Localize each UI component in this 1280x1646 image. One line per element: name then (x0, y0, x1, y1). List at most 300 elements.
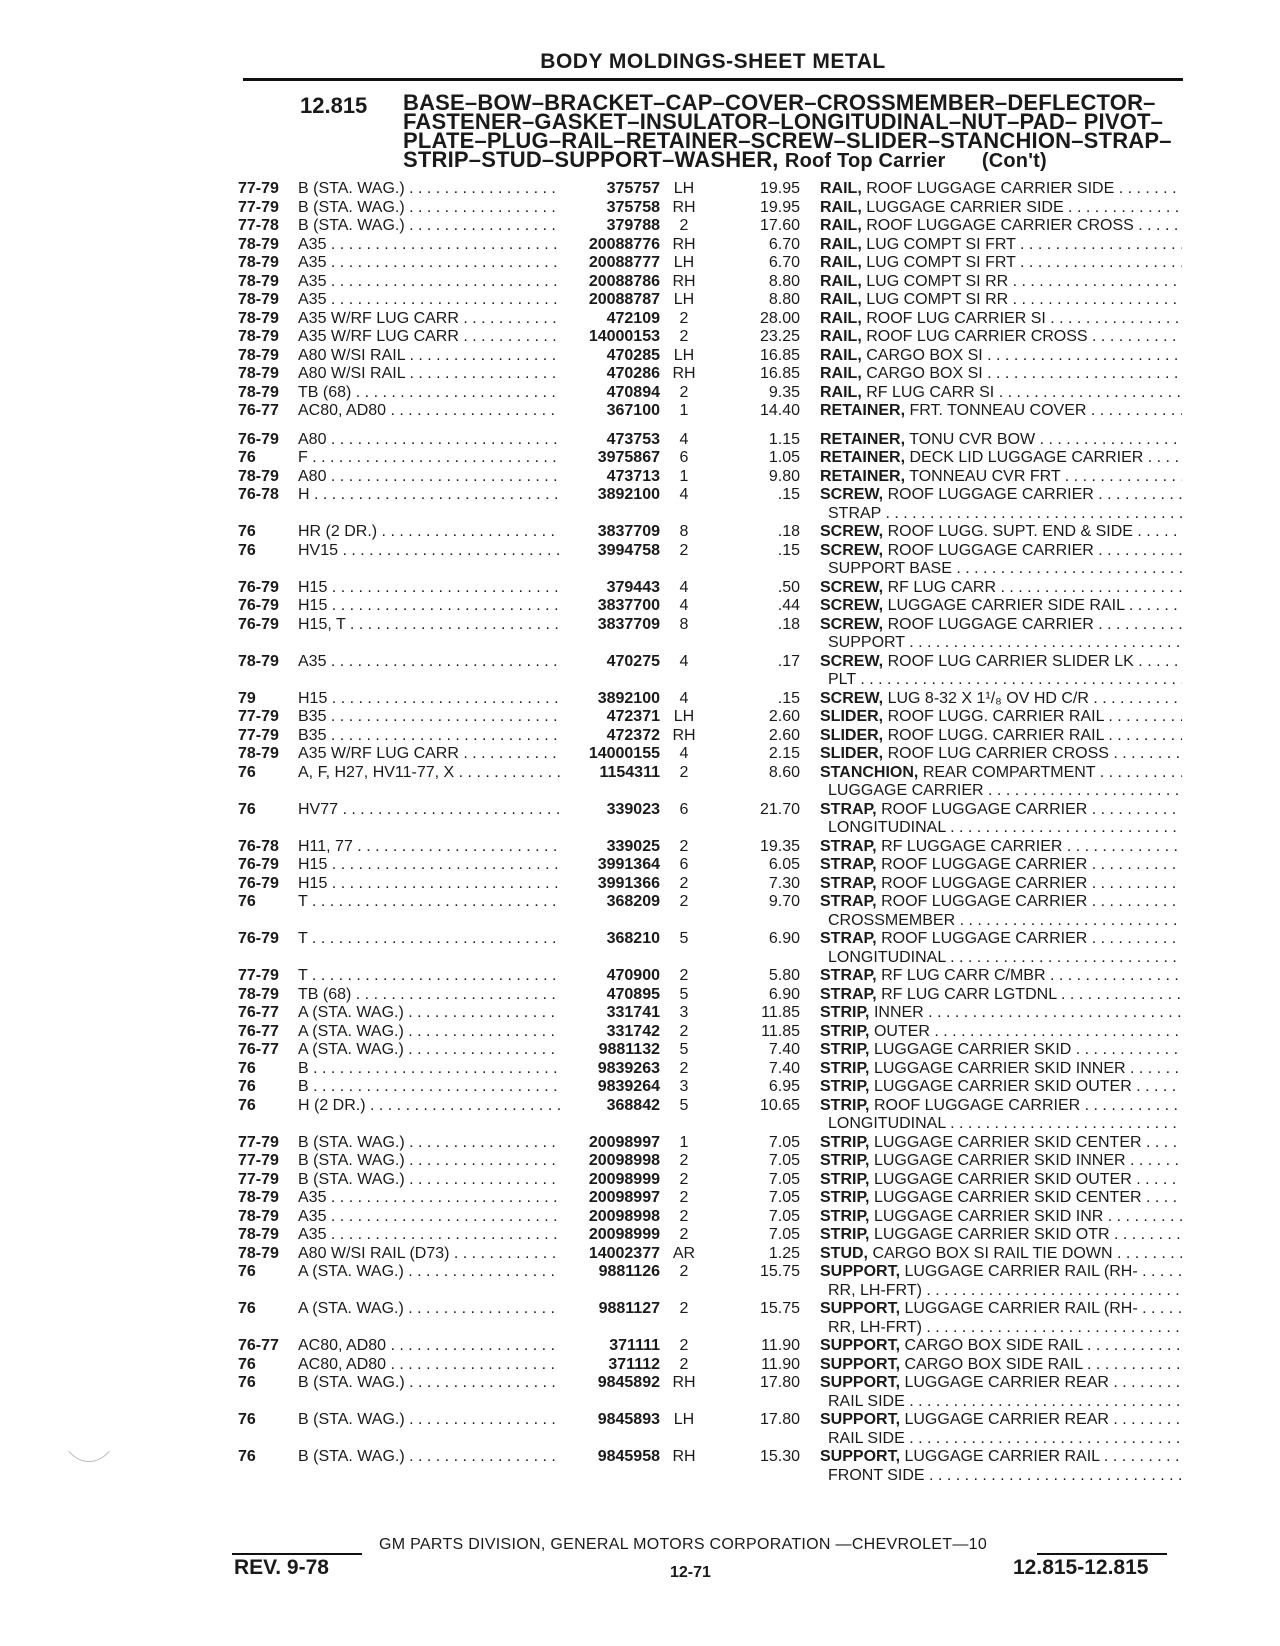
description-text: LUGGAGE CARRIER SKID INNER (873, 1152, 1126, 1169)
part-number: 472109 (606, 309, 660, 327)
part-description (820, 254, 1182, 273)
part-qty: LH (673, 291, 695, 308)
description-text: REAR COMPARTMENT (922, 763, 1096, 781)
part-description (820, 1097, 1182, 1134)
part-model: A35 . . . (298, 1226, 560, 1245)
part-years: 78-79 (238, 254, 279, 271)
part-years: 76 (238, 1448, 256, 1465)
part-price: 11.85 (761, 1004, 800, 1021)
part-description (820, 310, 1182, 329)
part-number: 371111 (609, 1337, 660, 1354)
part-years: 76-79 (238, 615, 279, 633)
description-text: LUGGAGE CARRIER REAR (904, 1411, 1109, 1428)
part-model: A35 W/RF LUG CARR . . . (298, 745, 560, 764)
part-price: .18 (777, 615, 800, 633)
part-qty: 4 (679, 597, 689, 614)
part-years: 78-79 (238, 291, 279, 308)
part-number: 9881132 (598, 1041, 660, 1058)
part-description (820, 1448, 1182, 1485)
description-line (820, 690, 1182, 709)
part-name: SLIDER, (820, 708, 884, 725)
description-text: STRAP (828, 504, 882, 522)
description-text: OUTER (873, 1022, 930, 1040)
description-line (820, 1041, 1182, 1060)
part-description (820, 1356, 1182, 1375)
part-description (820, 217, 1182, 236)
part-description (820, 468, 1182, 487)
part-years: 76 (238, 1078, 256, 1095)
part-description (820, 365, 1182, 384)
part-years: 76 (238, 1059, 256, 1077)
part-years: 76 (238, 1374, 256, 1391)
part-name: SCREW, (820, 486, 884, 503)
part-years: 76-77 (238, 1022, 279, 1040)
part-qty: 2 (679, 874, 689, 892)
description-line (820, 801, 1182, 820)
part-name: RAIL, (820, 291, 862, 308)
part-model: B (STA. WAG.) . . . (298, 1152, 560, 1171)
part-years: 76 (238, 449, 256, 466)
part-description (820, 708, 1182, 727)
part-model: B . . . (298, 1078, 560, 1097)
part-model: A35 W/RF LUG CARR . . . (298, 310, 560, 329)
part-price: 15.30 (759, 1448, 800, 1465)
part-number: 472371 (606, 708, 660, 725)
part-model: AC80, AD80 . . . (298, 402, 560, 421)
part-description (820, 1226, 1182, 1245)
part-qty: 2 (679, 309, 689, 327)
part-qty: 2 (679, 1170, 689, 1188)
section-title-last: STRIP–STUD–SUPPORT–WASHER, (403, 147, 779, 172)
part-number: 20088786 (588, 272, 660, 290)
part-years: 76 (238, 1096, 256, 1114)
description-line (820, 819, 1182, 838)
part-description (820, 1134, 1182, 1153)
part-qty: LH (673, 1411, 695, 1428)
part-years: 76-77 (238, 1041, 279, 1058)
part-number: 3991364 (597, 856, 660, 873)
part-name: STRIP, (820, 1170, 870, 1188)
part-model: A35 . . . (298, 291, 560, 310)
description-line (820, 310, 1182, 329)
description-line (820, 291, 1182, 310)
part-price: 1.15 (768, 430, 800, 448)
part-qty: 5 (679, 930, 689, 947)
part-number: 379443 (606, 578, 660, 596)
part-years: 77-79 (238, 180, 279, 197)
part-description (820, 856, 1182, 875)
part-name: STRIP, (820, 1059, 870, 1077)
part-qty: 4 (679, 430, 689, 448)
part-number: 473753 (606, 430, 660, 448)
description-line (820, 1208, 1182, 1227)
description-text: LUGGAGE CARRIER RAIL (904, 1448, 1100, 1465)
description-line (820, 782, 1182, 801)
part-qty: 2 (679, 893, 689, 910)
description-line (820, 930, 1182, 949)
part-qty: 4 (679, 578, 689, 596)
part-qty: 2 (679, 967, 689, 984)
description-line (820, 449, 1182, 468)
part-price: 1.25 (768, 1244, 800, 1262)
description-text: LUGGAGE CARRIER SKID OUTER (873, 1170, 1132, 1188)
part-model: B35 . . . (298, 708, 560, 727)
part-qty: 1 (679, 1133, 689, 1151)
part-description (820, 328, 1182, 347)
description-text: ROOF LUGG. CARRIER RAIL (887, 726, 1104, 744)
part-name: STUD, (820, 1244, 868, 1262)
part-name: SCREW, (820, 652, 884, 670)
part-price: .15 (777, 541, 800, 559)
part-qty: 8 (679, 615, 689, 633)
part-model: B (STA. WAG.) . . . (298, 1448, 560, 1467)
description-text: LUGGAGE CARRIER SKID INNER (873, 1059, 1126, 1077)
part-years: 76-78 (238, 837, 279, 855)
part-price: 9.80 (768, 467, 800, 485)
part-name: STRIP, (820, 1004, 870, 1021)
part-model: A35 . . . (298, 653, 560, 672)
description-line (820, 236, 1182, 255)
part-name: STRAP, (820, 874, 877, 892)
part-price: 6.70 (768, 235, 800, 253)
description-text: TONNEAU CVR FRT (909, 467, 1061, 485)
part-qty: 2 (679, 1152, 689, 1169)
description-text: ROOF LUGGAGE CARRIER (881, 856, 1088, 873)
description-text: LUGGAGE CARRIER REAR (904, 1374, 1109, 1391)
part-price: 2.60 (768, 708, 800, 725)
part-years: 78-79 (238, 745, 279, 762)
part-price: .15 (777, 486, 800, 503)
part-qty: 2 (679, 837, 689, 855)
description-line (820, 838, 1182, 857)
part-model: B35 . . . (298, 727, 560, 746)
part-description (820, 523, 1182, 542)
part-years: 76 (238, 1263, 256, 1280)
description-text: LUGGAGE CARRIER SKID (873, 1041, 1072, 1058)
part-model: A35 . . . (298, 1208, 560, 1227)
part-years: 76 (238, 800, 256, 818)
part-description (820, 875, 1182, 894)
part-model: H15 . . . (298, 690, 560, 709)
description-line (820, 365, 1182, 384)
part-name: RAIL, (820, 254, 862, 271)
part-price: 8.80 (768, 272, 800, 290)
description-line (820, 727, 1182, 746)
description-text: SUPPORT (828, 634, 905, 651)
part-description (820, 597, 1182, 616)
description-text: LUGGAGE CARRIER SKID OTR (873, 1226, 1110, 1243)
part-model: B (STA. WAG.) . . . (298, 1171, 560, 1190)
description-line (820, 671, 1182, 690)
part-years: 78-79 (238, 1207, 279, 1225)
page-number: 12-71 (670, 1564, 711, 1581)
part-name: RETAINER, (820, 467, 906, 485)
part-number: 20098999 (588, 1170, 660, 1188)
part-price: 6.90 (768, 930, 800, 947)
description-text: ROOF LUGG. SUPT. END & SIDE (887, 523, 1133, 540)
part-model: H15 . . . (298, 579, 560, 598)
part-qty: LH (673, 180, 695, 197)
part-model: HR (2 DR.) . . . (298, 523, 560, 542)
description-text: LONGITUDINAL (828, 819, 946, 836)
part-price: 7.05 (768, 1226, 800, 1243)
part-name: SCREW, (820, 541, 884, 559)
part-number: 3994758 (597, 541, 660, 559)
description-line (820, 893, 1182, 912)
part-number: 14000153 (588, 328, 660, 345)
description-line (820, 542, 1182, 561)
part-number: 14000155 (588, 745, 660, 762)
part-price: 28.00 (759, 309, 800, 327)
part-name: STRIP, (820, 1078, 870, 1095)
part-qty: 5 (679, 1041, 689, 1058)
part-number: 9845892 (597, 1374, 660, 1391)
part-number: 9881126 (598, 1263, 660, 1280)
part-qty: 5 (679, 1096, 689, 1114)
description-text: ROOF LUGGAGE CARRIER (873, 1096, 1081, 1114)
part-model: A80 W/SI RAIL . . . (298, 365, 560, 384)
part-qty: 8 (679, 523, 689, 540)
part-years: 77-79 (238, 726, 279, 744)
description-text: LUG COMPT SI RR (866, 291, 1009, 308)
part-qty: 4 (679, 652, 689, 670)
part-number: 339025 (606, 837, 660, 855)
part-qty: 2 (679, 1022, 689, 1040)
section-range: 12.815-12.815 (1013, 1556, 1149, 1579)
description-line (820, 579, 1182, 598)
description-text: ROOF LUGGAGE CARRIER SIDE (866, 180, 1115, 197)
part-name: STRIP, (820, 1096, 870, 1114)
part-qty: 5 (679, 985, 689, 1003)
description-line (820, 347, 1182, 366)
section-continued: (Con't) (981, 150, 1047, 172)
part-name: STRAP, (820, 837, 877, 855)
part-model: HV15 . . . (298, 542, 560, 561)
part-model: A (STA. WAG.) . . . (298, 1004, 560, 1023)
description-line (820, 1004, 1182, 1023)
section-number: 12.815 (300, 93, 368, 118)
description-text: ROOF LUGGAGE CARRIER (887, 486, 1094, 503)
description-text: RR, LH-FRT) (828, 1281, 922, 1299)
part-description (820, 745, 1182, 764)
part-number: 473713 (606, 467, 660, 485)
part-qty: 3 (679, 1078, 689, 1095)
part-years: 76-79 (238, 856, 279, 873)
part-number: 3837709 (597, 615, 660, 633)
part-name: STRAP, (820, 800, 877, 818)
description-text: RF LUG CARR (887, 578, 997, 596)
part-name: STRIP, (820, 1133, 870, 1151)
part-qty: 2 (679, 1189, 689, 1206)
part-price: 15.75 (759, 1263, 800, 1280)
part-price: 17.60 (759, 217, 800, 234)
part-years: 78-79 (238, 235, 279, 253)
description-text: PLT (828, 671, 856, 688)
part-number: 20098997 (588, 1133, 660, 1151)
description-line (820, 180, 1182, 199)
part-model: A (STA. WAG.) . . . (298, 1041, 560, 1060)
description-line (820, 1078, 1182, 1097)
part-description (820, 1189, 1182, 1208)
description-line (820, 505, 1182, 524)
description-line (820, 708, 1182, 727)
part-years: 77-79 (238, 1152, 279, 1169)
part-description (820, 838, 1182, 857)
part-years: 76 (238, 1411, 256, 1428)
part-model: B . . . (298, 1060, 560, 1079)
description-line (820, 1152, 1182, 1171)
description-text: ROOF LUGGAGE CARRIER CROSS (866, 217, 1134, 234)
part-number: 470895 (606, 985, 660, 1003)
part-number: 20088776 (588, 235, 660, 253)
part-price: 11.85 (761, 1022, 800, 1040)
part-number: 470275 (606, 652, 660, 670)
part-description (820, 449, 1182, 468)
description-line (820, 1300, 1182, 1319)
part-name: RAIL, (820, 198, 862, 216)
part-name: STRIP, (820, 1022, 870, 1040)
part-name: RAIL, (820, 217, 862, 234)
part-years: 76 (238, 893, 256, 910)
part-price: 15.75 (759, 1300, 800, 1317)
description-text: CARGO BOX SI (866, 365, 983, 382)
section-title-line: BASE–BOW–BRACKET–CAP–COVER–CROSSMEMBER–DEFLECTOR– (403, 90, 1156, 115)
part-price: .17 (777, 652, 800, 670)
part-price: 7.05 (768, 1170, 800, 1188)
revision-date: REV. 9-78 (234, 1556, 329, 1579)
part-qty: RH (672, 365, 696, 382)
part-model: A, F, H27, HV11-77, X . . . (298, 764, 560, 783)
part-years: 77-79 (238, 967, 279, 984)
part-description (820, 1152, 1182, 1171)
footer-rule-left (232, 1553, 362, 1555)
part-description (820, 616, 1182, 653)
part-name: STRIP, (820, 1152, 870, 1169)
description-text: LUG COMPT SI FRT (866, 254, 1016, 271)
part-name: STRAP, (820, 985, 877, 1003)
description-line (820, 273, 1182, 292)
part-name: RAIL, (820, 346, 862, 364)
part-name: STRAP, (820, 930, 877, 947)
part-model: H15 . . . (298, 597, 560, 616)
part-model: B (STA. WAG.) . . . (298, 217, 560, 236)
part-description (820, 291, 1182, 310)
part-years: 76-79 (238, 578, 279, 596)
description-text: ROOF LUG CARRIER SLIDER LK (887, 652, 1134, 670)
description-text: LUGGAGE CARRIER RAIL (RH- (904, 1300, 1138, 1317)
part-description (820, 273, 1182, 292)
part-name: SUPPORT, (820, 1448, 901, 1465)
part-description (820, 801, 1182, 838)
part-name: SUPPORT, (820, 1374, 901, 1391)
part-years: 76 (238, 1300, 256, 1317)
part-price: 8.80 (768, 291, 800, 308)
part-years: 78-79 (238, 272, 279, 290)
part-model: T . . . (298, 967, 560, 986)
description-line (820, 1023, 1182, 1042)
part-qty: 4 (679, 745, 689, 762)
part-years: 76-77 (238, 402, 279, 419)
part-qty: 6 (679, 856, 689, 873)
description-text: ROOF LUG CARRIER CROSS (866, 328, 1088, 345)
part-description (820, 690, 1182, 709)
description-text: ROOF LUG CARRIER SI (866, 309, 1046, 327)
part-qty: 2 (679, 1300, 689, 1317)
part-model: H (2 DR.) . . . (298, 1097, 560, 1116)
part-description (820, 1337, 1182, 1356)
part-description (820, 1411, 1182, 1448)
description-line (820, 1282, 1182, 1301)
part-years: 77-79 (238, 708, 279, 725)
description-text: LUGGAGE CARRIER SKID INR (873, 1207, 1104, 1225)
description-line (820, 1411, 1182, 1430)
part-years: 78-79 (238, 309, 279, 327)
description-line (820, 1134, 1182, 1153)
description-text: LONGITUDINAL (828, 1115, 946, 1132)
part-model: A35 . . . (298, 236, 560, 255)
description-text: FRONT SIDE (828, 1466, 925, 1484)
section-title-line: FASTENER–GASKET–INSULATOR–LONGITUDINAL–NUT–PAD– PIVOT– (403, 109, 1164, 134)
part-price: .15 (777, 689, 800, 707)
part-years: 78-79 (238, 1244, 279, 1262)
part-name: SUPPORT, (820, 1337, 901, 1354)
description-line (820, 1337, 1182, 1356)
part-description (820, 486, 1182, 523)
section-title-line: PLATE–PLUG–RAIL–RETAINER–SCREW–SLIDER–STANCHION–STRAP– (403, 128, 1172, 153)
description-text: CARGO BOX SI (866, 346, 983, 364)
part-model: F . . . (298, 449, 560, 468)
part-model: B (STA. WAG.) . . . (298, 1374, 560, 1393)
part-price: 14.40 (759, 402, 800, 419)
description-line (820, 912, 1182, 931)
part-years: 79 (238, 689, 256, 707)
part-price: 16.85 (759, 346, 800, 364)
part-qty: 2 (679, 1207, 689, 1225)
part-qty: 4 (679, 486, 689, 503)
description-text: SUPPORT BASE (828, 560, 952, 577)
description-text: FRT. TONNEAU COVER (909, 402, 1087, 419)
description-text: TONU CVR BOW (909, 430, 1036, 448)
part-model: TB (68) . . . (298, 986, 560, 1005)
description-line (820, 1448, 1182, 1467)
part-price: 11.90 (761, 1337, 800, 1354)
description-text: DECK LID LUGGAGE CARRIER (909, 449, 1144, 466)
part-qty: 2 (679, 1059, 689, 1077)
part-price: 6.70 (768, 254, 800, 271)
description-line (820, 1319, 1182, 1338)
part-description (820, 1023, 1182, 1042)
part-price: .44 (777, 597, 800, 614)
description-text: ROOF LUGGAGE CARRIER (881, 893, 1088, 910)
part-qty: 6 (679, 449, 689, 466)
part-qty: 2 (679, 383, 689, 401)
part-name: STRAP, (820, 893, 877, 910)
description-text: RF LUG CARR C/MBR (881, 967, 1046, 984)
part-years: 76-78 (238, 486, 279, 503)
description-line (820, 523, 1182, 542)
description-text: LUGGAGE CARRIER RAIL (RH- (904, 1263, 1138, 1280)
part-number: 3837709 (597, 523, 660, 540)
description-line (820, 1171, 1182, 1190)
part-years: 77-79 (238, 198, 279, 216)
part-number: 14002377 (588, 1244, 660, 1262)
part-years: 78-79 (238, 1189, 279, 1206)
description-text: LUGGAGE CARRIER SKID CENTER (873, 1189, 1142, 1206)
description-line (820, 1189, 1182, 1208)
description-text: ROOF LUGGAGE CARRIER (887, 541, 1094, 559)
description-line (820, 634, 1182, 653)
part-description (820, 1078, 1182, 1097)
